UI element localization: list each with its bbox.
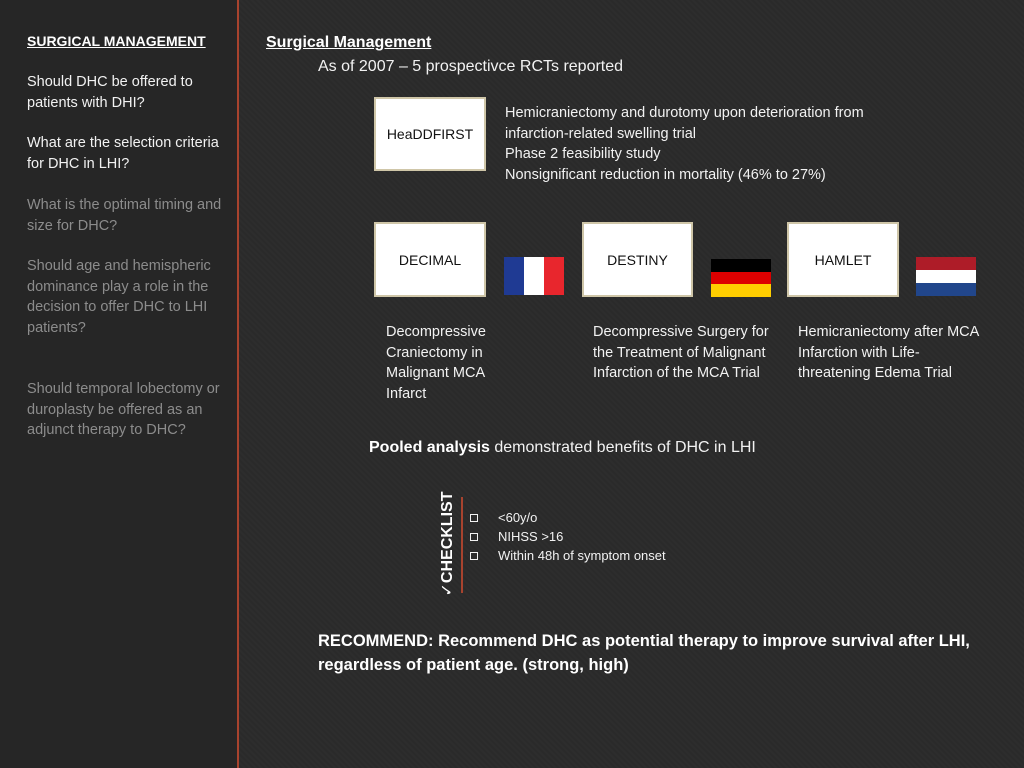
- checklist-item-text: Within 48h of symptom onset: [498, 548, 666, 563]
- sidebar-divider: [237, 0, 239, 768]
- germany-flag-icon: [711, 259, 771, 297]
- description-line: infarction-related swelling trial: [505, 125, 696, 142]
- description-line: Phase 2 feasibility study: [505, 146, 661, 162]
- trial-box-decimal: [374, 222, 486, 297]
- checklist-divider: [461, 497, 463, 593]
- checklist-item: [470, 529, 563, 544]
- trial-name: DESTINY: [607, 251, 668, 268]
- checkbox-icon: [470, 533, 478, 541]
- pooled-analysis-bold: Pooled analysis: [369, 439, 490, 456]
- netherlands-flag-icon: [916, 257, 976, 296]
- sidebar-item-dhi[interactable]: Should DHC be offered to patients with DHI?: [27, 74, 193, 111]
- trial-description-destiny: Decompressive Surgery for the Treatment of Malignant Infarction of the MCA Trial: [593, 324, 769, 381]
- recommendation: RECOMMEND: Recommend DHC as potential therapy to improve survival after LHI, regardless of patient age. (strong, high): [318, 632, 970, 674]
- sidebar-item-selection-criteria[interactable]: What are the selection criteria for DHC in LHI?: [27, 135, 219, 172]
- trial-name: HeaDDFIRST: [386, 126, 474, 142]
- sidebar-item-age-dominance[interactable]: Should age and hemispheric dominance play a role in the decision to offer DHC to LHI patients?: [27, 258, 211, 336]
- france-flag-icon: [504, 257, 564, 295]
- checkbox-icon: [470, 552, 478, 560]
- page-subtitle: As of 2007 – 5 prospectivce RCTs reported: [318, 58, 624, 75]
- sidebar-item-lobectomy[interactable]: Should temporal lobectomy or duroplasty be offered as an adjunct therapy to DHC?: [27, 381, 220, 438]
- description-line: Hemicraniectomy and durotomy upon deterioration from: [505, 105, 864, 121]
- trial-name: HAMLET: [814, 251, 872, 268]
- checklist-item-text: NIHSS >16: [498, 529, 564, 544]
- description-line: Nonsignificant reduction in mortality (46% to 27%): [505, 166, 826, 183]
- checklist-label-text: ✓CHECKLIST: [439, 491, 456, 597]
- trial-name: DECIMAL: [398, 251, 462, 268]
- checklist-item-text: <60y/o: [498, 510, 538, 525]
- sidebar-title: SURGICAL MANAGEMENT: [27, 33, 206, 49]
- checkbox-icon: [470, 514, 478, 522]
- sidebar-item-timing-size[interactable]: What is the optimal timing and size for DHC?: [27, 197, 222, 234]
- checklist-label: [433, 492, 461, 596]
- headdfirst-description: [505, 103, 945, 185]
- trial-box-headdfirst: [374, 97, 486, 171]
- trial-box-destiny: [582, 222, 693, 297]
- checklist-item: [470, 548, 666, 563]
- trial-description-decimal: Decompressive Craniectomy in Malignant MCA Infarct: [386, 324, 486, 402]
- pooled-analysis-text: demonstrated benefits of DHC in LHI: [489, 439, 756, 456]
- pooled-analysis: [369, 439, 756, 457]
- trial-box-hamlet: [787, 222, 899, 297]
- page-title: Surgical Management: [266, 34, 432, 51]
- checklist-item: [470, 510, 537, 525]
- sidebar: [0, 0, 237, 768]
- trial-description-hamlet: Hemicraniectomy after MCA Infarction with Life-threatening Edema Trial: [798, 324, 979, 381]
